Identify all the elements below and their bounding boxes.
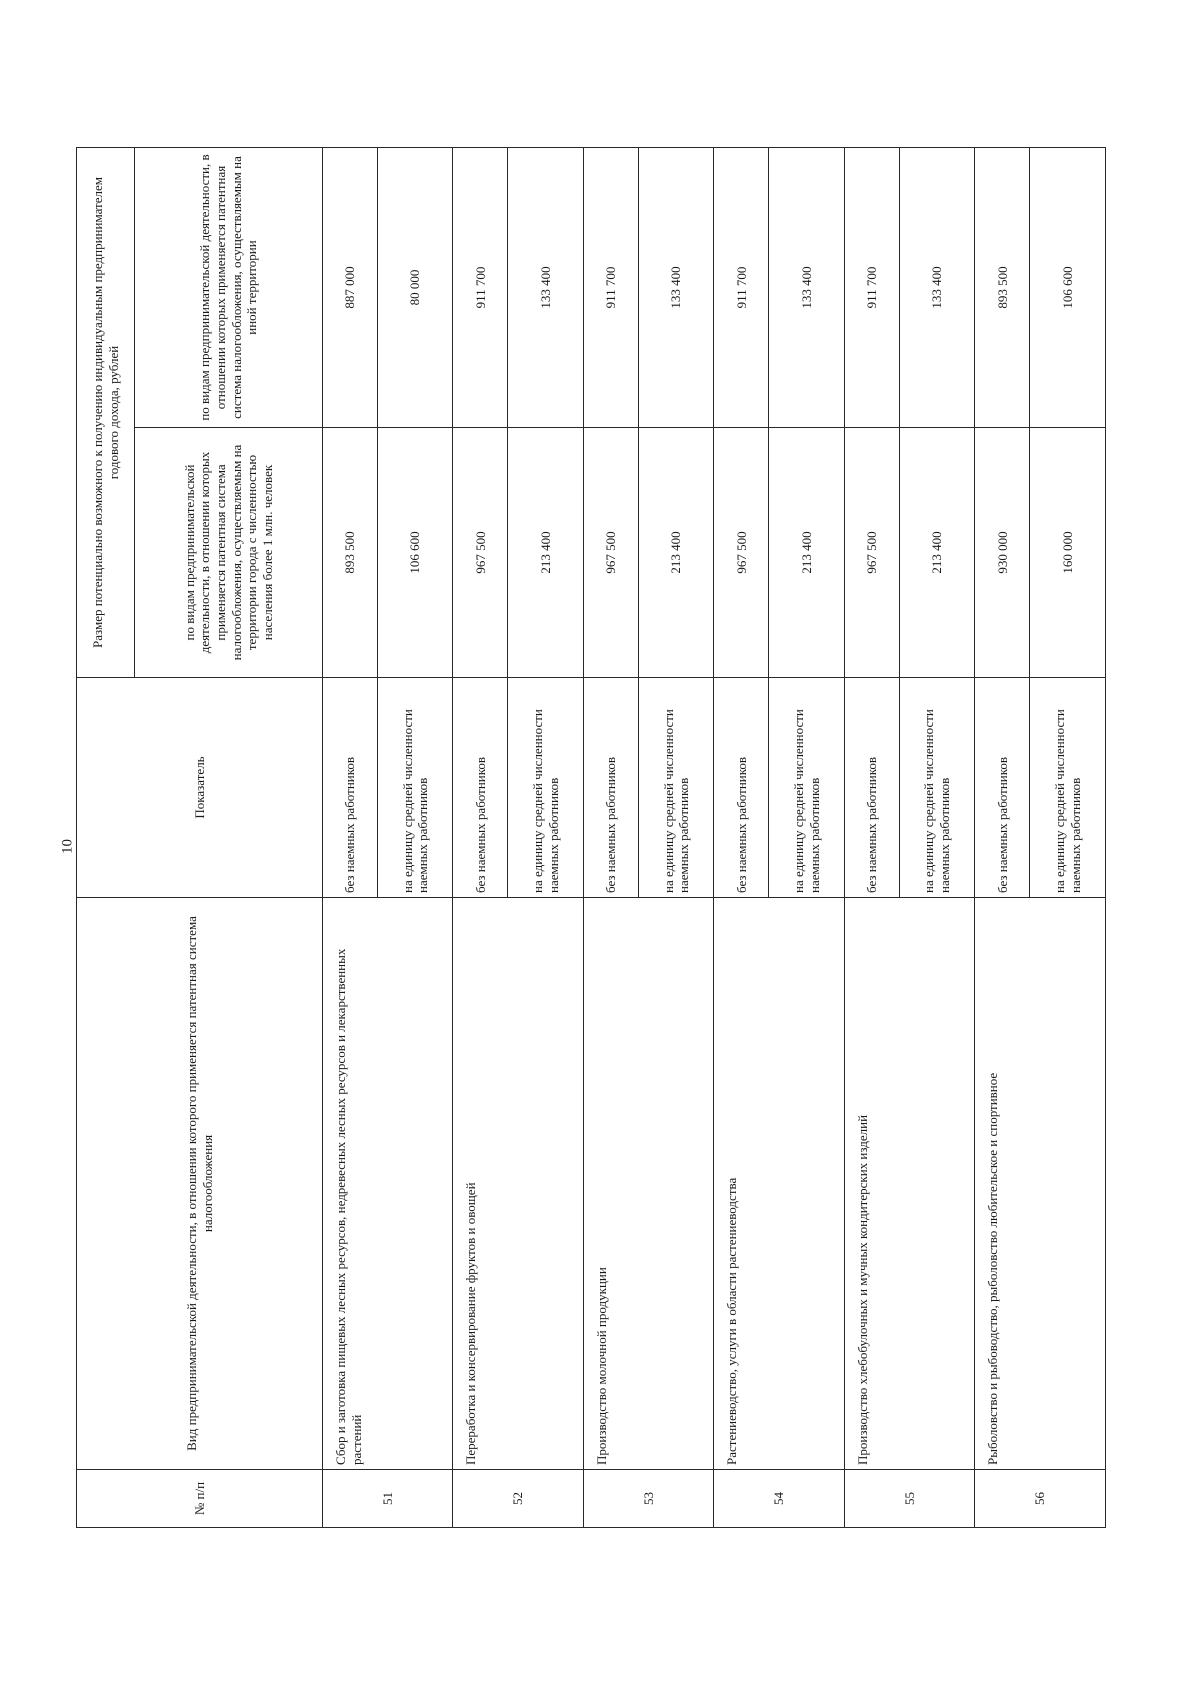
other-income-value: 911 700 <box>714 148 769 428</box>
row-number: 52 <box>453 1470 583 1528</box>
activity-name: Производство молочной продукции <box>583 898 713 1470</box>
header-city-column: по видам предпринимательской деятельности, в отношении которых применяется патентная система налогообложения, осуществляемым на территории города с численностью населения более 1 млн. человек <box>135 428 323 678</box>
activity-name: Сбор и заготовка пищевых лесных ресурсов, недревесных лесных ресурсов и лекарственных растений <box>323 898 453 1470</box>
row-number: 56 <box>975 1470 1106 1528</box>
city-income-value: 967 500 <box>844 428 899 678</box>
other-income-value: 133 400 <box>638 148 714 428</box>
city-income-value: 893 500 <box>323 428 378 678</box>
row-number: 55 <box>844 1470 974 1528</box>
other-income-value: 911 700 <box>583 148 638 428</box>
page-number: 10 <box>59 839 76 854</box>
header-other-column: по видам предпринимательской деятельности, в отношении которых применяется патентная система налогообложения, осуществляемым на иной территории <box>135 148 323 428</box>
indicator-cell: на единицу средней численности наемных работников <box>508 678 584 898</box>
indicator-cell: без наемных работников <box>453 678 508 898</box>
row-number: 54 <box>714 1470 844 1528</box>
table-row <box>583 148 638 1528</box>
other-income-value: 911 700 <box>844 148 899 428</box>
city-income-value: 930 000 <box>975 428 1030 678</box>
header-num: № п/п <box>77 1470 323 1528</box>
other-income-value: 133 400 <box>769 148 845 428</box>
row-number: 53 <box>583 1470 713 1528</box>
other-income-value: 133 400 <box>508 148 584 428</box>
header-activity: Вид предпринимательской деятельности, в отношении которого применяется патентная система налогообложения <box>77 898 323 1470</box>
indicator-cell: на единицу средней численности наемных работников <box>638 678 714 898</box>
other-income-value: 893 500 <box>975 148 1030 428</box>
row-number: 51 <box>323 1470 453 1528</box>
indicator-cell: без наемных работников <box>583 678 638 898</box>
header-indicator: Показатель <box>77 678 323 898</box>
indicator-cell: без наемных работников <box>975 678 1030 898</box>
city-income-value: 967 500 <box>714 428 769 678</box>
rotated-table-container <box>76 148 1106 1528</box>
table-row <box>714 148 769 1528</box>
city-income-value: 213 400 <box>508 428 584 678</box>
activity-name: Переработка и консервирование фруктов и овощей <box>453 898 583 1470</box>
table-rotation-wrapper <box>76 148 1106 1528</box>
table-row <box>844 148 899 1528</box>
activity-name: Растениеводство, услуги в области растениеводства <box>714 898 844 1470</box>
other-income-value: 80 000 <box>377 148 453 428</box>
city-income-value: 967 500 <box>453 428 508 678</box>
indicator-cell: на единицу средней численности наемных работников <box>1030 678 1106 898</box>
indicator-cell: на единицу средней численности наемных работников <box>377 678 453 898</box>
table-row <box>453 148 508 1528</box>
city-income-value: 213 400 <box>638 428 714 678</box>
table-row <box>323 148 378 1528</box>
other-income-value: 911 700 <box>453 148 508 428</box>
city-income-value: 106 600 <box>377 428 453 678</box>
indicator-cell: без наемных работников <box>323 678 378 898</box>
table-row <box>975 148 1030 1528</box>
other-income-value: 887 000 <box>323 148 378 428</box>
patent-income-table <box>76 147 1106 1528</box>
city-income-value: 967 500 <box>583 428 638 678</box>
activity-name: Производство хлебобулочных и мучных кондитерских изделий <box>844 898 974 1470</box>
indicator-cell: на единицу средней численности наемных работников <box>899 678 975 898</box>
city-income-value: 160 000 <box>1030 428 1106 678</box>
indicator-cell: на единицу средней численности наемных работников <box>769 678 845 898</box>
header-income-group: Размер потенциально возможного к получению индивидуальным предпринимателем годового дохода, рублей <box>77 148 135 678</box>
city-income-value: 213 400 <box>769 428 845 678</box>
other-income-value: 106 600 <box>1030 148 1106 428</box>
table-body <box>323 148 1106 1528</box>
other-income-value: 133 400 <box>899 148 975 428</box>
indicator-cell: без наемных работников <box>714 678 769 898</box>
indicator-cell: без наемных работников <box>844 678 899 898</box>
city-income-value: 213 400 <box>899 428 975 678</box>
activity-name: Рыболовство и рыбоводство, рыболовство любительское и спортивное <box>975 898 1106 1470</box>
